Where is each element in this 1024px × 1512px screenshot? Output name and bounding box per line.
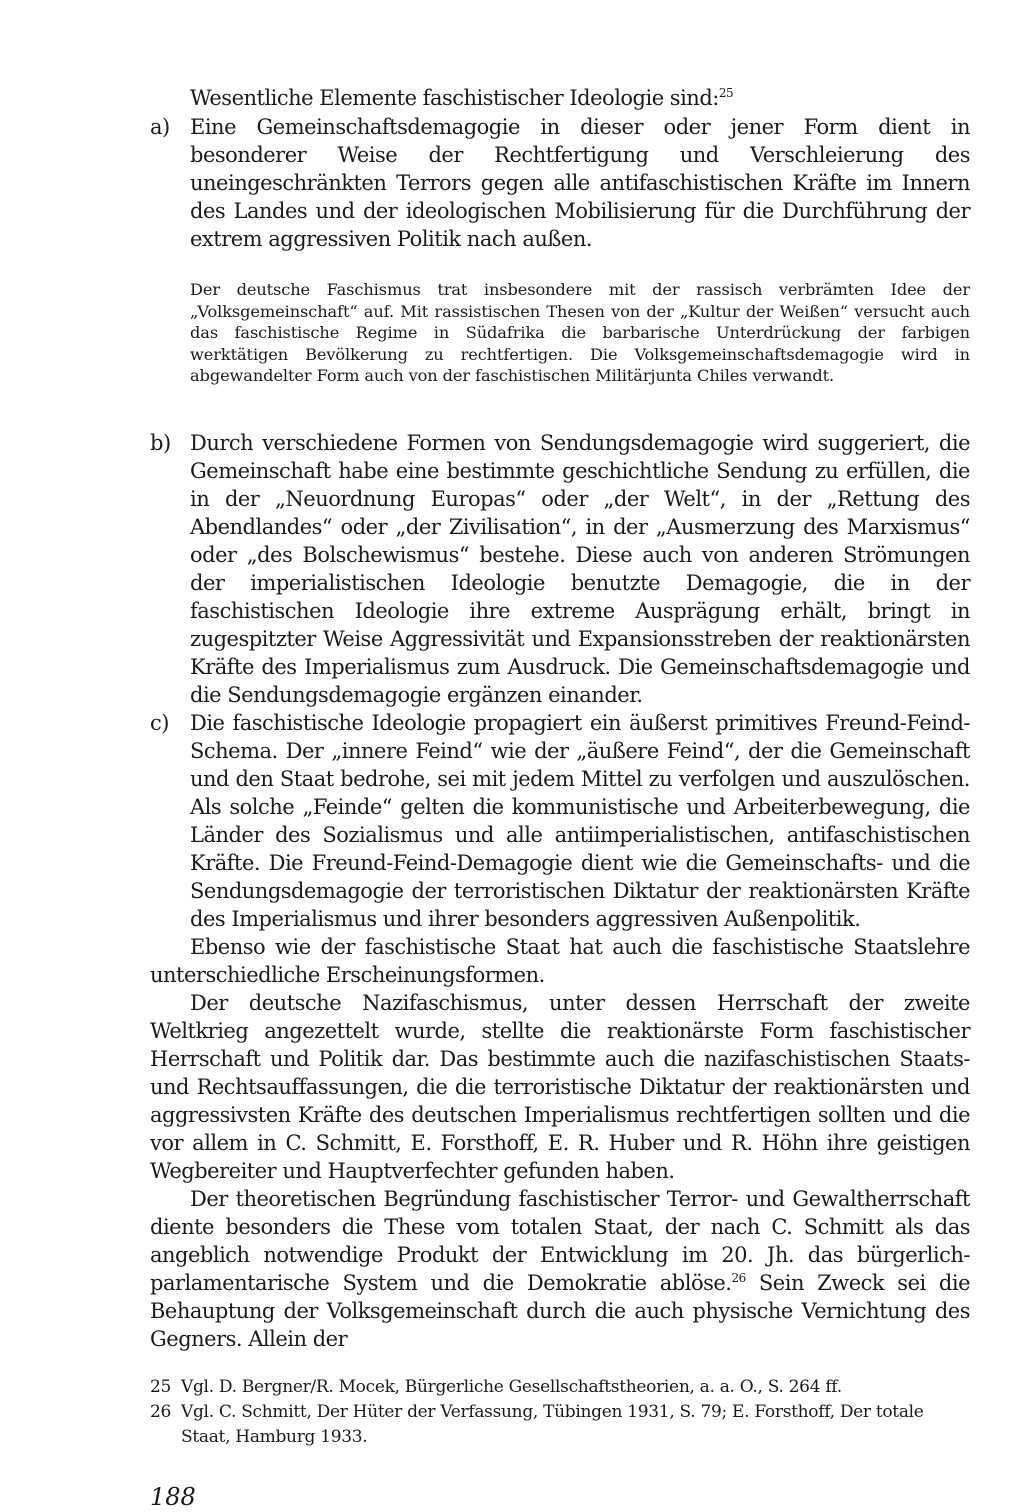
paragraph-totaler-staat-continuation: Sein Zweck sei die Behauptung der Volksgemeinschaft durch die auch physische Vernichtung des Gegners. Allein der bbox=[150, 1270, 970, 1351]
footnote-25 bbox=[150, 1375, 970, 1400]
list-item-c-text: Die faschistische Ideologie propagiert ein äußerst primitives Freund-Feind-Schema. Der „innere Feind“ wie der „äußere Feind“, der die Gemeinschaft und den Staat bedrohe, sei mit jedem Mittel zu verfolgen und auszulöschen. Als solche „Feinde“ gelten die kommunistische und Arbeiterbewegung, die Länder des Sozialismus und alle antiimperialistischen, antifaschistischen Kräfte. Die Freund-Feind-Demagogie dient wie die Gemeinschafts- und die Sendungsdemagogie der terroristischen Diktatur der reaktionärsten Kräfte des Imperialismus und ihrer besonders aggressiven Außenpolitik. bbox=[190, 710, 970, 931]
footnote-ref-26: 26 bbox=[731, 1270, 746, 1285]
footnotes bbox=[150, 1375, 970, 1450]
list-marker-a: a) bbox=[150, 115, 170, 139]
footnote-ref-25: 25 bbox=[718, 86, 734, 100]
footnote-26 bbox=[150, 1400, 970, 1450]
intro-line bbox=[190, 84, 970, 113]
list-item-a bbox=[150, 113, 970, 253]
footnote-text: Vgl. D. Bergner/R. Mocek, Bürgerliche Gesellschaftstheorien, a. a. O., S. 264 ff. bbox=[181, 1376, 842, 1397]
list-item-c bbox=[150, 709, 970, 933]
paragraph-totaler-staat-text: Der theoretischen Begründung faschistischer Terror- und Gewaltherrschaft diente besonders die These vom totalen Staat, der nach C. Schmitt als das angeblich notwendige Produkt der Entwicklung im 20. Jh. das bürgerlich-parlamentarische System und die Demokratie ablöse. bbox=[150, 1186, 970, 1295]
footnote-number: 25 bbox=[150, 1376, 172, 1397]
footnote-text: Vgl. C. Schmitt, Der Hüter der Verfassung, Tübingen 1931, S. 79; E. Forsthoff, Der totale Staat, Hamburg 1933. bbox=[181, 1401, 924, 1447]
intro-text: Wesentliche Elemente faschistischer Ideologie sind: bbox=[190, 86, 719, 110]
paragraph-nazifaschismus: Der deutsche Nazifaschismus, unter dessen Herrschaft der zweite Weltkrieg angezettelt wurde, stellte die reaktionärste Form faschistischer Herrschaft und Politik dar. Das bestimmte auch die nazifaschistischen Staats- und Rechtsauffassungen, die die terroristische Diktatur der reaktionärsten und aggressivsten Kräfte des deutschen Imperialismus rechtfertigen sollten und die vor allem in C. Schmitt, E. Forsthoff, E. R. Huber und R. Höhn ihre geistigen Wegbereiter und Hauptverfechter gefunden haben. bbox=[150, 990, 970, 1183]
paragraph-staatslehre: Ebenso wie der faschistische Staat hat auch die faschistische Staatslehre unterschiedliche Erscheinungsformen. bbox=[150, 934, 970, 987]
list-marker-c: c) bbox=[150, 710, 169, 735]
page-number: 188 bbox=[150, 1482, 196, 1511]
small-print-note: Der deutsche Faschismus trat insbesondere mit der rassisch verbrämten Idee der „Volksgemeinschaft“ auf. Mit rassistischen Thesen von der „Kultur der Weißen“ versucht auch das faschistische Regime in Südafrika die barbarische Unterdrückung der farbigen werktätigen Bevölkerung zu rechtfertigen. Die Volksgemeinschaftsdemagogie wird in abgewandelter Form auch von der faschistischen Militärjunta Chiles verwandt. bbox=[190, 280, 970, 385]
footnote-number: 26 bbox=[150, 1401, 172, 1422]
list-item-b-text: Durch verschiedene Formen von Sendungsdemagogie wird suggeriert, die Gemeinschaft habe eine bestimmte geschichtliche Sendung zu erfüllen, die in der „Neuordnung Europas“ oder „der Welt“, in der „Rettung des Abendlandes“ oder „der Zivilisation“, in der „Ausmerzung des Marxismus“ oder „des Bolschewismus“ bestehe. Diese auch von anderen Strömungen der imperialistischen Ideologie benutzte Demagogie, die in der faschistischen Ideologie ihre extreme Ausprägung erhält, bringt in zugespitzter Weise Aggressivität und Expansionsstreben der reaktionärsten Kräfte des Imperialismus zum Ausdruck. Die Gemeinschaftsdemagogie und die Sendungsdemagogie ergänzen einander. bbox=[190, 430, 970, 707]
list-item-b bbox=[150, 429, 970, 709]
list-marker-b: b) bbox=[150, 430, 171, 455]
paragraph-totaler-staat bbox=[150, 1185, 970, 1353]
list-item-a-text: Eine Gemeinschaftsdemagogie in dieser oder jener Form dient in besonderer Weise der Rechtfertigung und Verschleierung des uneingeschränkten Terrors gegen alle antifaschistischen Kräfte im Innern des Landes und der ideologischen Mobilisierung für die Durchführung der extrem aggressiven Politik nach außen. bbox=[190, 115, 970, 251]
